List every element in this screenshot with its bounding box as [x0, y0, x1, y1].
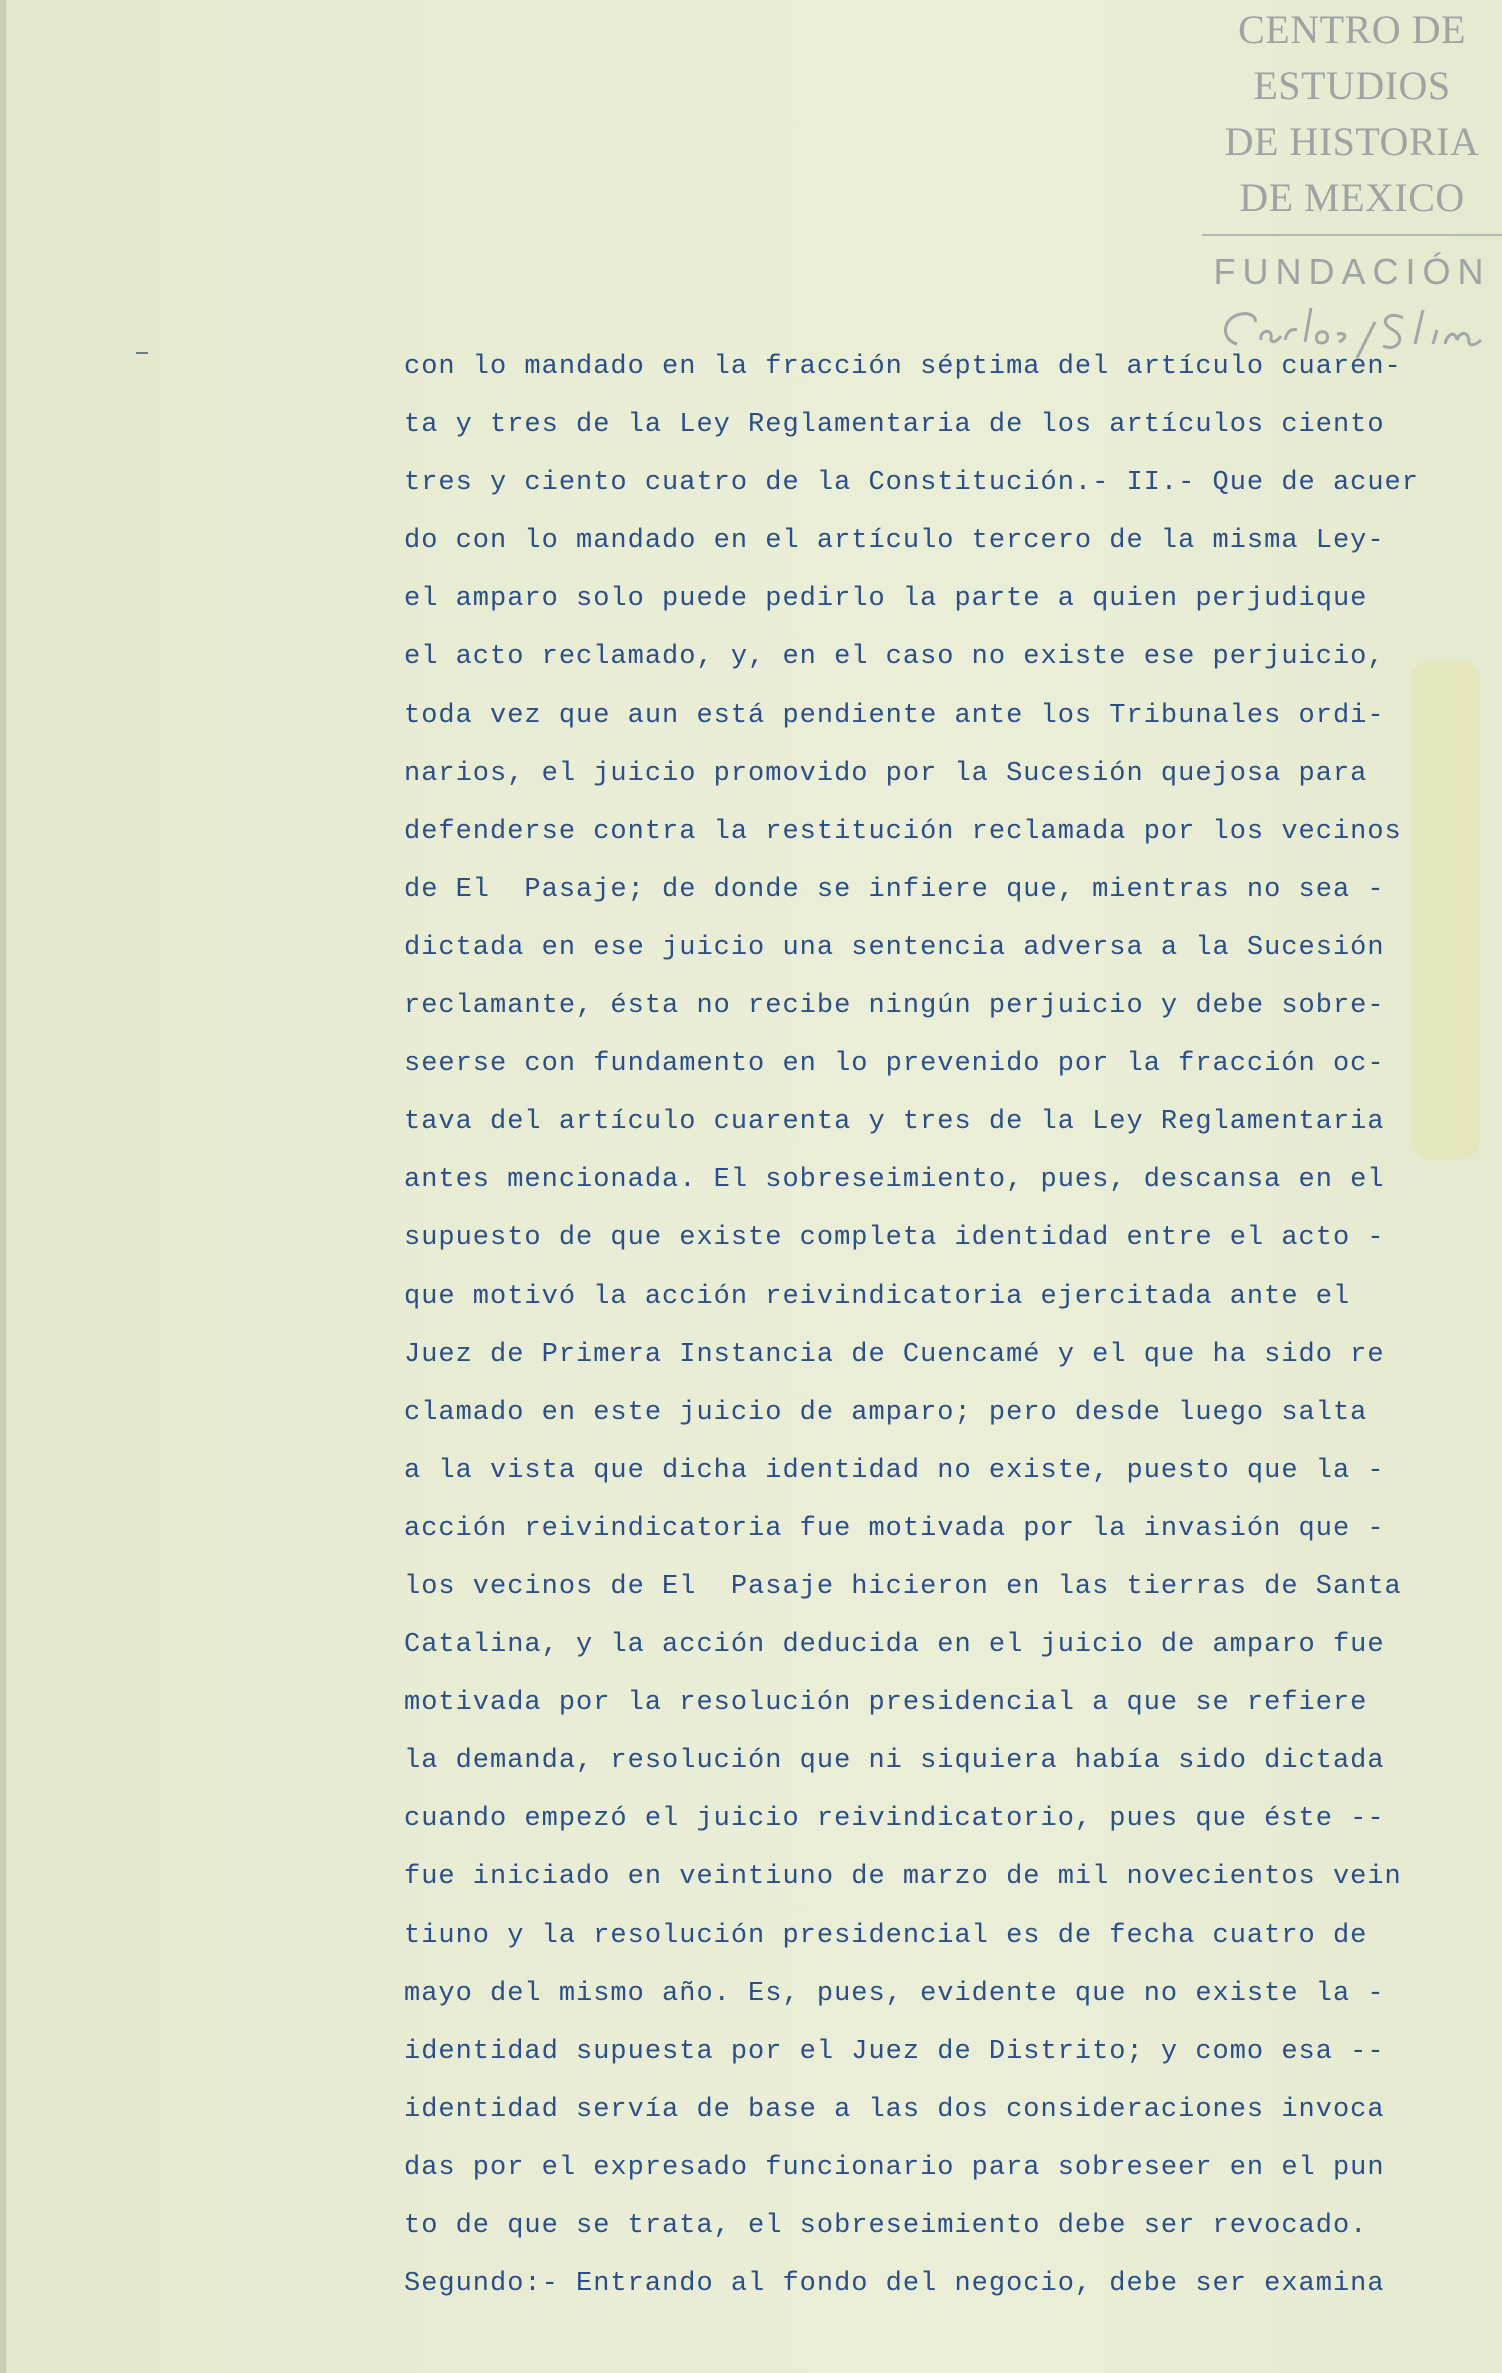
text-line: toda vez que aun está pendiente ante los Tribunales ordi- — [404, 700, 1385, 731]
text-line: mayo del mismo año. Es, pues, evidente que no existe la - — [404, 1978, 1385, 2009]
text-line: el amparo solo puede pedirlo la parte a quien perjudique — [404, 584, 1368, 615]
stamp-line: DE MEXICO — [1239, 175, 1465, 220]
text-line: das por el expresado funcionario para sobreseer en el pun — [404, 2152, 1385, 2183]
page-edge — [0, 0, 6, 2373]
text-line: clamado en este juicio de amparo; pero desde luego salta — [404, 1397, 1368, 1428]
text-line: Segundo:- Entrando al fondo del negocio, debe ser examina — [404, 2269, 1385, 2300]
stamp-institution — [1202, 2, 1502, 226]
text-line: Catalina, y la acción deducida en el juicio de amparo fue — [404, 1630, 1385, 1661]
stamp-line: ESTUDIOS — [1253, 63, 1451, 108]
text-line: identidad servía de base a las dos consideraciones invoca — [404, 2094, 1385, 2125]
typed-text — [404, 346, 1434, 2321]
text-line: supuesto de que existe completa identidad entre el acto - — [404, 1223, 1385, 1254]
text-line: dictada en ese juicio una sentencia adversa a la Sucesión — [404, 932, 1385, 963]
text-line: motivada por la resolución presidencial a que se refiere — [404, 1688, 1368, 1719]
text-line: los vecinos de El Pasaje hicieron en las tierras de Santa — [404, 1571, 1402, 1602]
text-line: reclamante, ésta no recibe ningún perjuicio y debe sobre- — [404, 991, 1385, 1022]
text-line: antes mencionada. El sobreseimiento, pues, descansa en el — [404, 1165, 1385, 1196]
text-line: ta y tres de la Ley Reglamentaria de los artículos ciento — [404, 410, 1385, 441]
stamp-foundation: FUNDACIÓN — [1213, 251, 1491, 292]
text-line: tres y ciento cuatro de la Constitución.- II.- Que de acuer — [404, 468, 1419, 499]
text-line: el acto reclamado, y, en el caso no existe ese perjuicio, — [404, 642, 1385, 673]
stamp-line: CENTRO DE — [1238, 7, 1466, 52]
text-line: con lo mandado en la fracción séptima del artículo cuaren- — [404, 352, 1402, 382]
text-line: defenderse contra la restitución reclamada por los vecinos — [404, 816, 1402, 847]
text-line: fue iniciado en veintiuno de marzo de mil novecientos vein — [404, 1862, 1402, 1893]
text-line: tiuno y la resolución presidencial es de fecha cuatro de — [404, 1920, 1368, 1951]
margin-mark — [136, 352, 148, 354]
stamp-line: DE HISTORIA — [1224, 119, 1480, 164]
text-line: seerse con fundamento en lo prevenido por la fracción oc- — [404, 1049, 1385, 1080]
archive-stamp — [1202, 0, 1502, 380]
text-line: a la vista que dicha identidad no existe, puesto que la - — [404, 1455, 1385, 1486]
text-line: do con lo mandado en el artículo tercero de la misma Ley- — [404, 526, 1385, 557]
text-line: de El Pasaje; de donde se infiere que, mientras no sea - — [404, 874, 1385, 905]
text-line: que motivó la acción reivindicatoria ejercitada ante el — [404, 1281, 1351, 1312]
text-line: la demanda, resolución que ni siquiera había sido dictada — [404, 1746, 1385, 1777]
text-line: cuando empezó el juicio reivindicatorio, pues que éste -- — [404, 1804, 1385, 1835]
text-line: acción reivindicatoria fue motivada por la invasión que - — [404, 1513, 1385, 1544]
text-line: narios, el juicio promovido por la Sucesión quejosa para — [404, 758, 1368, 789]
text-line: to de que se trata, el sobreseimiento debe ser revocado. — [404, 2211, 1368, 2241]
stamp-divider — [1202, 234, 1502, 236]
text-line: identidad supuesta por el Juez de Distrito; y como esa -- — [404, 2036, 1385, 2067]
text-line: tava del artículo cuarenta y tres de la Ley Reglamentaria — [404, 1107, 1385, 1138]
text-line: Juez de Primera Instancia de Cuencamé y el que ha sido re — [404, 1339, 1385, 1370]
